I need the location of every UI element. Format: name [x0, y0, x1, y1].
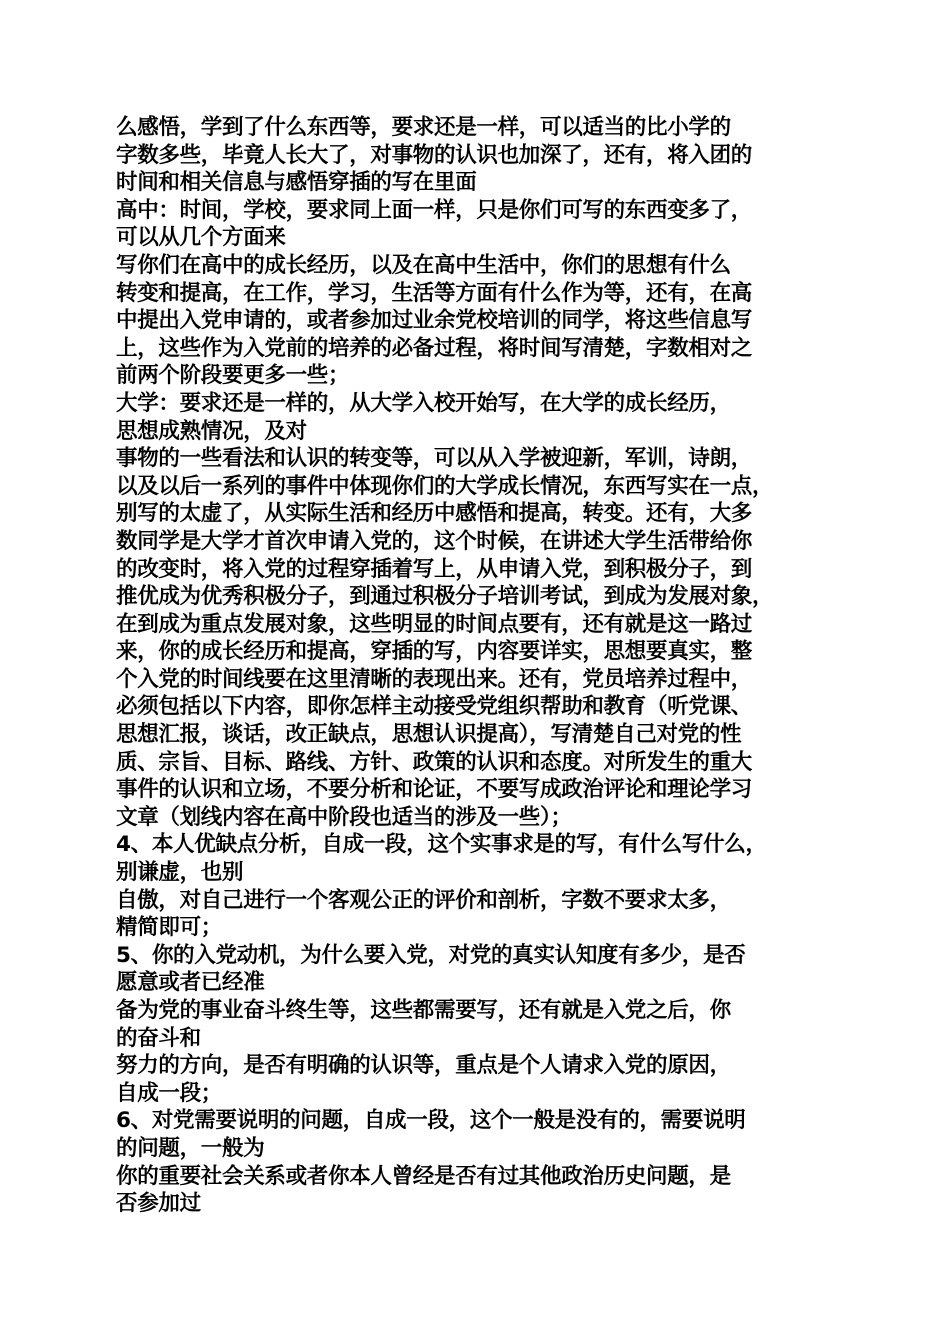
text-line: 中提出入党申请的，或者参加过业余党校培训的同学，将这些信息写 — [116, 308, 753, 334]
text-line: 必须包括以下内容，即你怎样主动接受党组织帮助和教育（听党课、 — [116, 694, 753, 720]
text-line: 别写的太虚了，从实际生活和经历中感悟和提高，转变。还有，大多 — [116, 501, 753, 527]
text-line: 别谦虚，也别 — [116, 860, 244, 886]
text-line: 字数多些，毕竟人长大了，对事物的认识也加深了，还有，将入团的 — [116, 142, 753, 168]
text-line: 的奋斗和 — [116, 1025, 201, 1051]
text-line: 可以从几个方面来 — [116, 225, 286, 251]
text-line: 否参加过 — [116, 1191, 201, 1217]
text-line: 质、宗旨、目标、路线、方针、政策的认识和态度。对所发生的重大 — [116, 749, 753, 775]
text-line: 思想成熟情况，及对 — [116, 418, 307, 444]
text-line: 以及以后一系列的事件中体现你们的大学成长情况，东西写实在一点， — [116, 473, 774, 499]
text-line: 自傲，对自己进行一个客观公正的评价和剖析，字数不要求太多， — [116, 887, 731, 913]
text-line: 来，你的成长经历和提高，穿插的写，内容要详实，思想要真实，整 — [116, 639, 753, 665]
text-line: 前两个阶段要更多一些； — [116, 363, 350, 389]
text-line: 推优成为优秀积极分子，到通过积极分子培训考试，到成为发展对象， — [116, 584, 774, 610]
text-line: 的问题，一般为 — [116, 1135, 265, 1161]
text-line: 的改变时，将入党的过程穿插着写上，从申请入党，到积极分子，到 — [116, 556, 753, 582]
text-line: 4、本人优缺点分析，自成一段，这个实事求是的写，有什么写什么， — [116, 832, 767, 858]
text-line: 写你们在高中的成长经历，以及在高中生活中，你们的思想有什么 — [116, 252, 731, 278]
text-line: 时间和相关信息与感悟穿插的写在里面 — [116, 170, 477, 196]
text-line: 个入党的时间线要在这里清晰的表现出来。还有，党员培养过程中， — [116, 666, 753, 692]
text-line: 事物的一些看法和认识的转变等，可以从入学被迎新，军训，诗朗， — [116, 446, 753, 472]
text-line: 文章（划线内容在高中阶段也适当的涉及一些）； — [116, 804, 572, 830]
text-line: 备为党的事业奋斗终生等，这些都需要写，还有就是入党之后，你 — [116, 998, 731, 1023]
text-line: 思想汇报，谈话，改正缺点，思想认识提高），写清楚自己对党的性 — [116, 722, 742, 748]
text-line: 上，这些作为入党前的培养的必备过程，将时间写清楚，字数相对之 — [116, 335, 753, 361]
text-line: 自成一段； — [116, 1080, 223, 1106]
text-line: 6、对党需要说明的问题，自成一段，这个一般是没有的，需要说明 — [116, 1108, 746, 1134]
text-line: 高中：时间，学校，要求同上面一样，只是你们可写的东西变多了， — [116, 197, 753, 223]
text-line: 5、你的入党动机，为什么要入党，对党的真实认知度有多少，是否 — [116, 942, 746, 968]
text-line: 么感悟，学到了什么东西等，要求还是一样，可以适当的比小学的 — [116, 115, 731, 140]
text-line: 愿意或者已经准 — [116, 970, 265, 996]
text-line: 数同学是大学才首次申请入党的，这个时候，在讲述大学生活带给你 — [116, 528, 753, 554]
text-line: 大学：要求还是一样的，从大学入校开始写，在大学的成长经历， — [116, 390, 731, 416]
document-body-text — [116, 114, 856, 1218]
text-line: 事件的认识和立场，不要分析和论证，不要写成政治评论和理论学习 — [116, 777, 753, 803]
text-line: 转变和提高，在工作，学习，生活等方面有什么作为等，还有，在高 — [116, 280, 753, 306]
text-line: 在到成为重点发展对象，这些明显的时间点要有，还有就是这一路过 — [116, 611, 753, 637]
text-line: 努力的方向，是否有明确的认识等，重点是个人请求入党的原因， — [116, 1053, 731, 1079]
text-line: 你的重要社会关系或者你本人曾经是否有过其他政治历史问题，是 — [116, 1163, 731, 1189]
text-line: 精简即可； — [116, 915, 223, 941]
